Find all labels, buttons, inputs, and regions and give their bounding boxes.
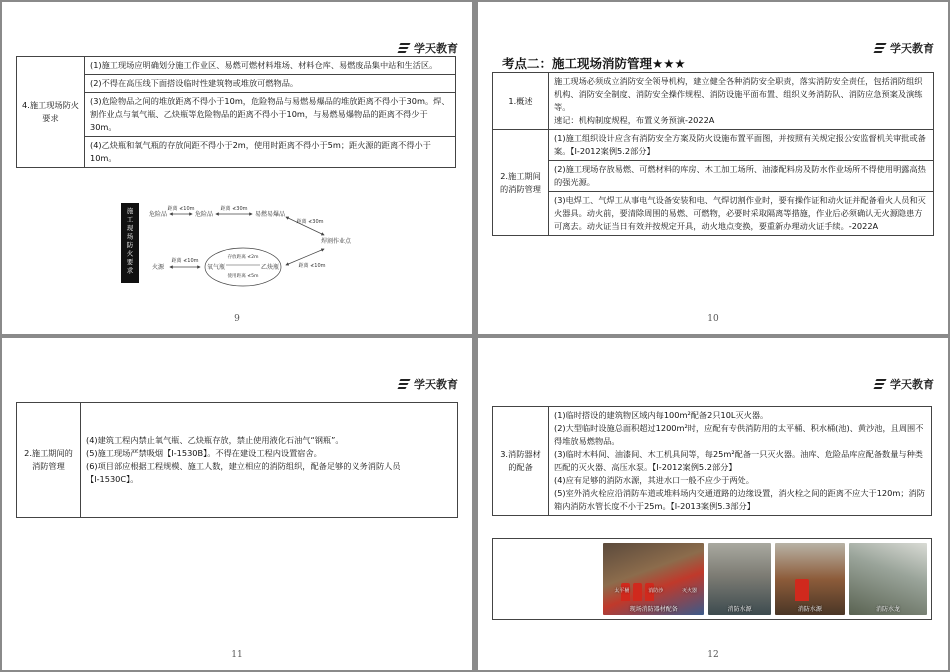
brand-logo	[874, 40, 934, 56]
brand-logo-text: 学天教育	[890, 378, 934, 391]
brand-logo	[398, 376, 458, 392]
node-fire: 火源	[151, 264, 165, 271]
overview-mnemonic: 速记：机构制度规程，布置义务预演-2022A	[554, 115, 715, 125]
hydrant-box-shape	[795, 579, 809, 601]
section-title: 考点二：施工现场消防管理★★★	[502, 56, 686, 71]
brand-logo-text: 学天教育	[890, 42, 934, 55]
node-acetylene: 乙炔瓶	[260, 264, 280, 271]
brand-logo	[874, 376, 934, 392]
item-2: (2)不得在高压线下面搭设临时性建筑物或堆放可燃物品。	[85, 75, 456, 93]
item-3: (3)危险物品之间的堆放距离不得小于10m，危险物品与易燃易爆品的堆放距离不得小于30m。焊、割作业点与氧气瓶、乙炔瓶等危险物品的距离不得小于10m，与易燃易爆物品的距离不得少于30m。	[85, 93, 456, 137]
fire-management-table	[492, 72, 934, 236]
row-label-construction: 2.施工期间的消防管理	[493, 130, 549, 236]
photo-equipment	[603, 543, 704, 615]
item-4: (4)乙炔瓶和氧气瓶的存放间距不得小于2m，使用时距离不得小于5m；距火源的距离不得小于10m。	[85, 137, 456, 168]
overview-text: 施工现场必须成立消防安全领导机构，建立健全各种消防安全职责，落实消防安全责任，包括消防组织机构、消防安全制度、消防安全操作规程、消防设施平面布置、组织义务消防队、消防应急预案及演练等。	[554, 76, 923, 112]
brand-mark-icon	[874, 379, 886, 389]
item-1: (1)临时搭设的建筑物区域内每100m²配备2只10L灭火器。	[554, 410, 769, 420]
fire-equipment-table	[492, 406, 932, 516]
photo-tag: 太平桶	[614, 588, 630, 594]
fire-distance-diagram	[120, 201, 360, 287]
brand-logo-text: 学天教育	[414, 378, 458, 391]
edge-label-d3: 距离 ≮30m	[296, 219, 324, 225]
item-6: (6)项目部应根据工程规模、施工人数，建立相应的消防组织，配备足够的义务消防人员【Ⅰ-1530C】。	[86, 461, 401, 484]
photo-water-source-2	[775, 543, 845, 615]
node-hazard-1: 危险品	[148, 211, 168, 218]
fire-management-table-cont	[16, 402, 458, 518]
row-label-overview: 1.概述	[493, 73, 549, 130]
photo-caption: 现场消防器材配备	[629, 606, 678, 613]
slide-page-11	[2, 338, 472, 670]
photo-tag: 灭火器	[681, 588, 697, 594]
item-1: (1)施工现场应明确划分施工作业区、易燃可燃材料堆场、材料仓库、易燃废品集中站和生活区。	[85, 57, 456, 75]
slide-page-12	[478, 338, 948, 670]
photo-caption: 消防水源	[727, 606, 752, 613]
photo-tags	[605, 587, 704, 594]
items-cell	[81, 403, 458, 518]
equipment-photo-strip	[492, 538, 932, 620]
items-cell	[549, 407, 932, 516]
item-5: (5)室外消火栓应沿消防车道或堆料场内交通道路的边缘设置，消火栓之间的距离不应大于120m；消防箱内消防水管长度不小于25m。【Ⅰ-2013案例5.3部分】	[554, 488, 925, 511]
page-number: 10	[707, 314, 719, 324]
node-oxygen: 氧气瓶	[206, 264, 226, 271]
item-3: (3)临时木料间、油漆间、木工机具间等，每25m²配备一只灭火器。油库、危险品库应配备数量与种类匹配的灭火器、高压水泵。【Ⅰ-2012案例5.2部分】	[554, 449, 923, 472]
brand-logo-text: 学天教育	[414, 42, 458, 55]
edge-label-d4: 距离 ≮10m	[171, 258, 199, 264]
photo-water-source-1	[708, 543, 770, 615]
node-flammable: 易燃易爆品	[254, 211, 286, 218]
diagram-side-label: 施工现场防火要求	[126, 207, 134, 275]
item-4: (4)建筑工程内禁止氧气瓶、乙炔瓶存放，禁止使用液化石油气“钢瓶”。	[86, 435, 344, 445]
node-welding: 焊割作业点	[320, 238, 352, 245]
edge-label-d1: 距离 ≮10m	[167, 206, 195, 212]
node-hazard-2: 危险品	[194, 211, 214, 218]
item-2: (2)施工现场存放易燃、可燃材料的库房、木工加工场所、油漆配料房及防水作业场所不得使用明露高热的强光源。	[549, 161, 934, 192]
edge-label-store: 存放距离 ≮2m	[227, 255, 259, 260]
edge-label-use: 使用距离 ≮5m	[227, 274, 259, 279]
page-number: 12	[707, 650, 719, 660]
slide-page-9	[2, 2, 472, 334]
item-3: (3)电焊工、气焊工从事电气设备安装和电、气焊切割作业时，要有操作证和动火证并配备看火人员和灭火器具。动火前，要清除周围的易燃、可燃物，必要时采取隔离等措施，作业后必须确认无火源隐患方可离去。动火证当日有效并按规定开具，动火地点变换，要重新办理动火证手续。-2022A	[549, 192, 934, 236]
overview-cell	[549, 73, 934, 130]
slide-page-10	[478, 2, 948, 334]
photo-caption: 消防水源	[797, 606, 822, 613]
page-number: 9	[234, 314, 240, 324]
row-label: 3.消防器材的配备	[493, 407, 549, 516]
photo-fire-hose	[849, 543, 927, 615]
brand-mark-icon	[398, 43, 410, 53]
brand-mark-icon	[874, 43, 886, 53]
item-4: (4)应有足够的消防水源，其进水口一般不应少于两处。	[554, 475, 754, 485]
fire-requirements-table	[16, 56, 456, 168]
item-1: (1)施工组织设计应含有消防安全方案及防火设施布置平面图，并按照有关规定报公安监督机关审批或备案。【Ⅰ-2012案例5.2部分】	[549, 130, 934, 161]
brand-mark-icon	[398, 379, 410, 389]
photo-tag: 消防沙	[648, 588, 664, 594]
edge-label-d2: 距离 ≮30m	[220, 206, 248, 212]
item-2: (2)大型临时设施总面积超过1200m²时，应配有专供消防用的太平桶、积水桶(池)、黄沙池，且周围不得堆放易燃物品。	[554, 423, 924, 446]
item-5: (5)施工现场严禁吸烟【Ⅰ-1530B】。不得在建设工程内设置宿舍。	[86, 448, 322, 458]
row-label: 2.施工期间的消防管理	[17, 403, 81, 518]
photo-caption: 消防水龙	[876, 606, 901, 613]
page-number: 11	[231, 650, 243, 660]
row-label: 4.施工现场防火要求	[17, 57, 85, 168]
edge-label-d5: 距离 ≮10m	[298, 263, 326, 269]
brand-logo	[398, 40, 458, 56]
